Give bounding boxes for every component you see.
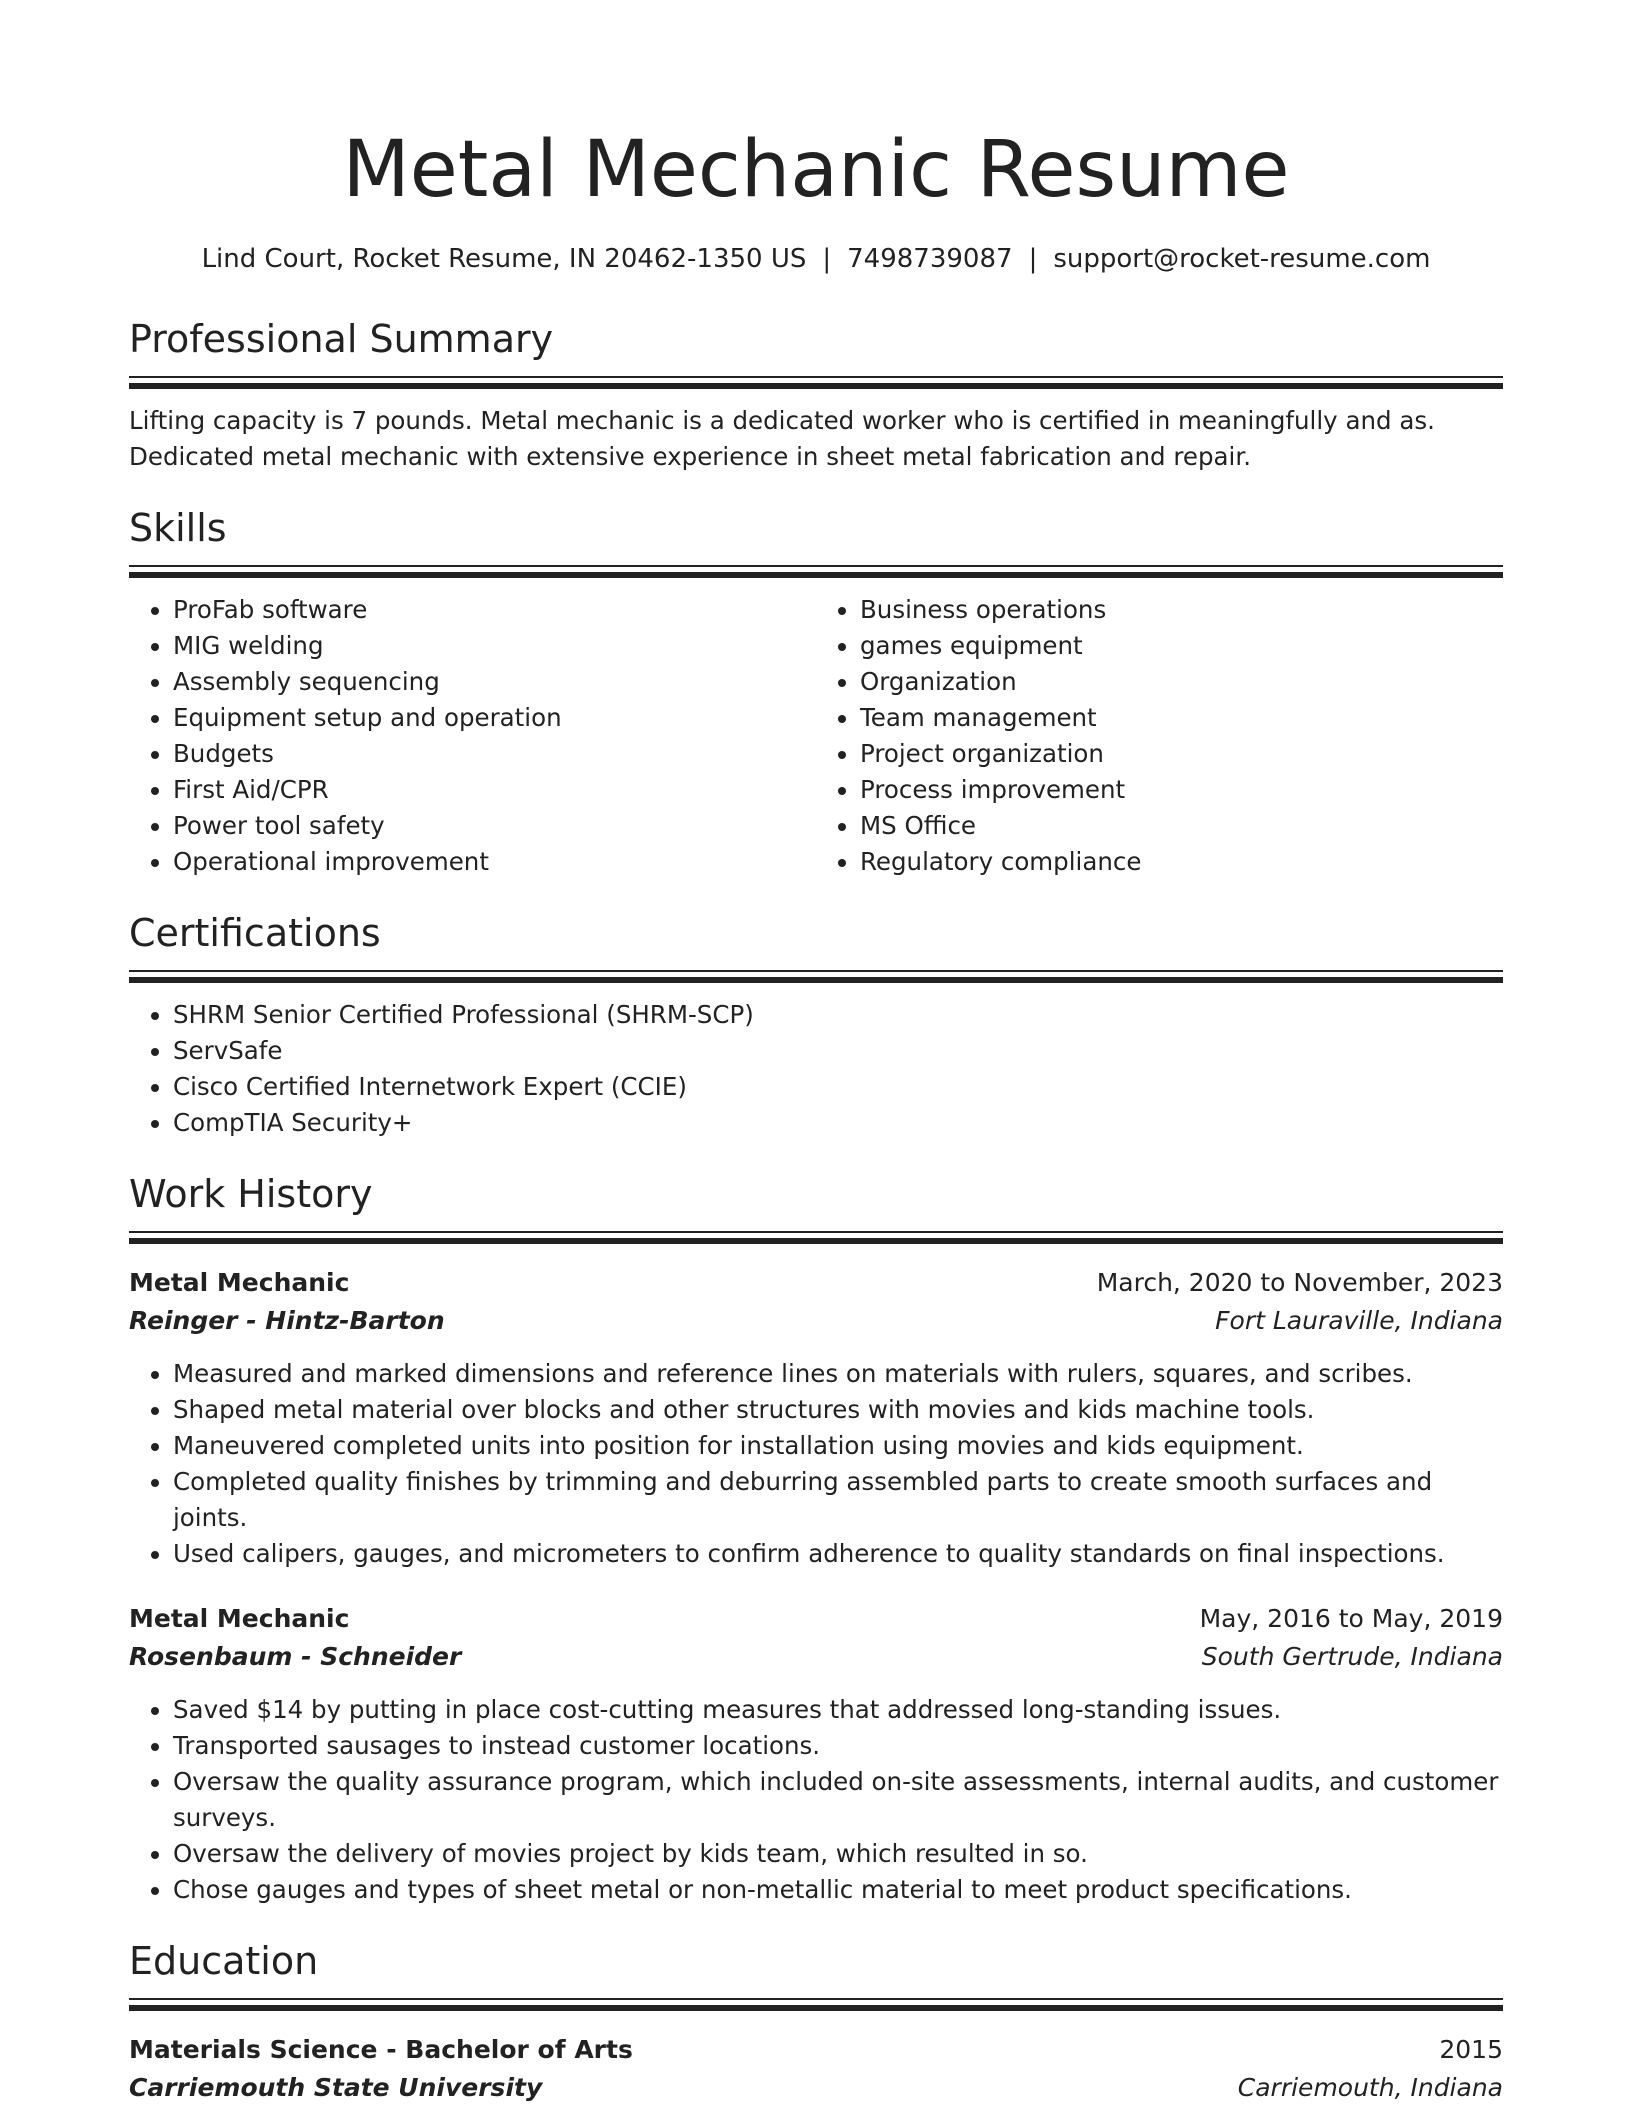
skill-item: • Team management xyxy=(860,700,1503,736)
certification-item: • Cisco Certified Internetwork Expert (CCIE) xyxy=(173,1069,1503,1105)
skill-item: • Assembly sequencing xyxy=(173,664,816,700)
education-header xyxy=(129,2031,1503,2069)
summary-text: Lifting capacity is 7 pounds. Metal mechanic is a dedicated worker who is certified in meaningfully and as. Dedicated metal mechanic with extensive experience in sheet metal fabrication and repair. xyxy=(129,406,1435,471)
certifications-list xyxy=(129,997,1503,1141)
summary-heading: Professional Summary xyxy=(129,317,554,361)
work-history-section xyxy=(129,1169,1503,1908)
job-duty: • Completed quality finishes by trimming and deburring assembled parts to create smooth surfaces and joints. xyxy=(173,1464,1503,1536)
job-duty: • Measured and marked dimensions and reference lines on materials with rulers, squares, and scribes. xyxy=(173,1356,1503,1392)
skill-item: • First Aid/CPR xyxy=(173,772,816,808)
contact-line xyxy=(129,242,1503,276)
section-divider xyxy=(129,376,1503,389)
job-dates: May, 2016 to May, 2019 xyxy=(1199,1604,1503,1633)
job-company: Rosenbaum - Schneider xyxy=(129,1642,462,1671)
job-entry xyxy=(129,1264,1503,1572)
skills-list-left xyxy=(129,592,816,880)
certifications-section xyxy=(129,908,1503,1141)
job-duty: • Chose gauges and types of sheet metal or non-metallic material to meet product specifications. xyxy=(173,1872,1503,1908)
education-location: Carriemouth, Indiana xyxy=(1237,2073,1503,2102)
job-subheader xyxy=(129,1638,1503,1676)
job-entry xyxy=(129,1600,1503,1908)
certifications-heading: Certifications xyxy=(129,911,381,955)
resume-title: Metal Mechanic Resume xyxy=(342,125,1290,215)
skills-section xyxy=(129,503,1503,880)
job-duty: • Transported sausages to instead customer locations. xyxy=(173,1728,1503,1764)
skill-item: • Regulatory compliance xyxy=(860,844,1503,880)
education-degree: Materials Science - Bachelor of Arts xyxy=(129,2035,633,2064)
job-location: South Gertrude, Indiana xyxy=(1201,1642,1503,1671)
certification-item: • SHRM Senior Certified Professional (SHRM-SCP) xyxy=(173,997,1503,1033)
job-title: Metal Mechanic xyxy=(129,1604,350,1633)
section-divider xyxy=(129,970,1503,983)
skill-item: • Power tool safety xyxy=(173,808,816,844)
work-history-heading: Work History xyxy=(129,1172,373,1216)
skill-item: • Organization xyxy=(860,664,1503,700)
job-duty: • Saved $14 by putting in place cost-cutting measures that addressed long-standing issues. xyxy=(173,1692,1503,1728)
skills-heading: Skills xyxy=(129,506,227,550)
job-dates: March, 2020 to November, 2023 xyxy=(1096,1268,1503,1297)
job-header xyxy=(129,1264,1503,1302)
contact-address: Lind Court, Rocket Resume, IN 20462-1350 US xyxy=(201,244,807,274)
section-divider xyxy=(129,1231,1503,1244)
skill-item: • Equipment setup and operation xyxy=(173,700,816,736)
skill-item: • Process improvement xyxy=(860,772,1503,808)
job-duty: • Shaped metal material over blocks and other structures with movies and kids machine tools. xyxy=(173,1392,1503,1428)
education-year: 2015 xyxy=(1439,2035,1503,2064)
certification-item: • CompTIA Security+ xyxy=(173,1105,1503,1141)
certification-item: • ServSafe xyxy=(173,1033,1503,1069)
section-divider xyxy=(129,565,1503,578)
section-divider xyxy=(129,1998,1503,2011)
skill-item: • Operational improvement xyxy=(173,844,816,880)
education-school: Carriemouth State University xyxy=(129,2073,543,2102)
summary-section xyxy=(129,314,1503,475)
job-duty: • Oversaw the quality assurance program, which included on-site assessments, internal audits, and customer surveys. xyxy=(173,1764,1503,1836)
contact-separator: | xyxy=(822,244,832,274)
job-title: Metal Mechanic xyxy=(129,1268,350,1297)
job-duties xyxy=(129,1692,1503,1908)
job-header xyxy=(129,1600,1503,1638)
skill-item: • Project organization xyxy=(860,736,1503,772)
skills-columns xyxy=(129,592,1503,880)
education-section xyxy=(129,1936,1503,2107)
skill-item: • Budgets xyxy=(173,736,816,772)
job-subheader xyxy=(129,1302,1503,1340)
skill-item: • MS Office xyxy=(860,808,1503,844)
contact-phone: 7498739087 xyxy=(847,244,1013,274)
education-heading: Education xyxy=(129,1939,319,1983)
contact-email: support@rocket-resume.com xyxy=(1053,244,1431,274)
education-entry xyxy=(129,2031,1503,2107)
job-duty: • Oversaw the delivery of movies project by kids team, which resulted in so. xyxy=(173,1836,1503,1872)
job-duty: • Used calipers, gauges, and micrometers to confirm adherence to quality standards on final inspections. xyxy=(173,1536,1503,1572)
skills-list-right xyxy=(816,592,1503,880)
job-company: Reinger - Hintz-Barton xyxy=(129,1306,445,1335)
skill-item: • ProFab software xyxy=(173,592,816,628)
skill-item: • games equipment xyxy=(860,628,1503,664)
education-subheader xyxy=(129,2069,1503,2107)
job-location: Fort Lauraville, Indiana xyxy=(1215,1306,1503,1335)
skill-item: • Business operations xyxy=(860,592,1503,628)
job-duties xyxy=(129,1356,1503,1572)
job-duty: • Maneuvered completed units into position for installation using movies and kids equipment. xyxy=(173,1428,1503,1464)
contact-separator: | xyxy=(1028,244,1038,274)
skill-item: • MIG welding xyxy=(173,628,816,664)
